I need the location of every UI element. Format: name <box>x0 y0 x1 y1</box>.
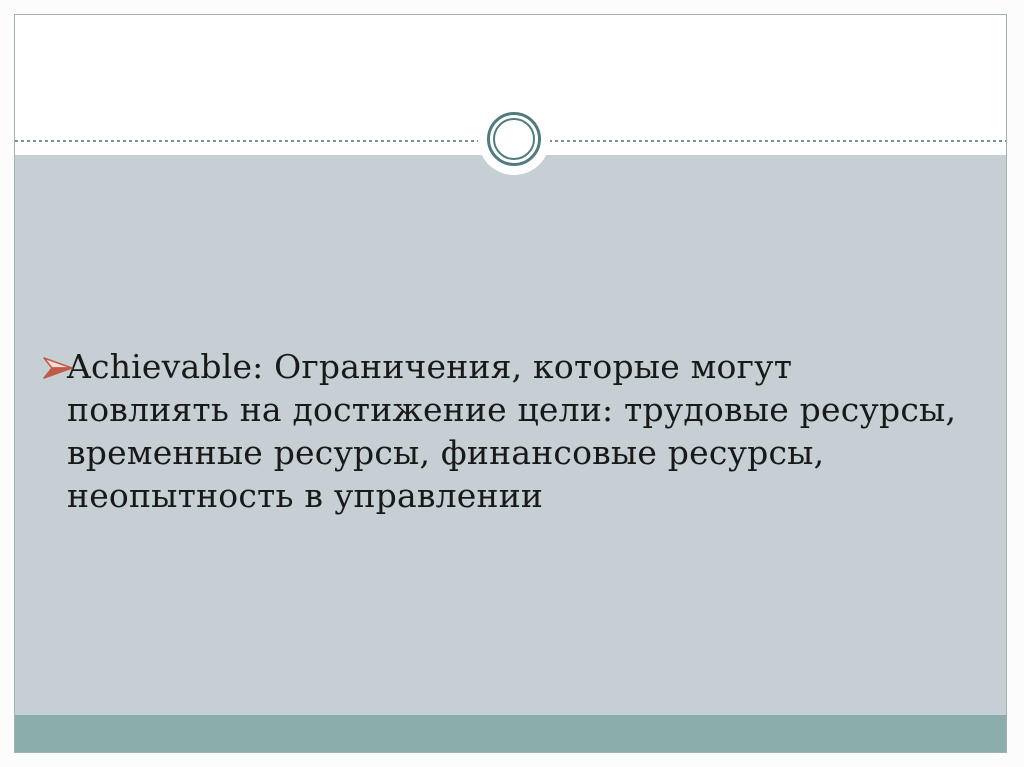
bullet-line-3: временные ресурсы, финансовые ресурсы, <box>67 433 825 472</box>
bullet-arrow-icon <box>43 356 73 380</box>
bullet-text-block <box>67 345 973 517</box>
slide <box>14 14 1007 753</box>
circle-ornament <box>478 103 550 175</box>
title-area <box>15 15 1006 155</box>
bullet-line-4: неопытность в управлении <box>67 476 544 515</box>
bullet-line-2: повлиять на достижение цели: трудовые ресурсы, <box>67 390 957 429</box>
content-area <box>15 155 1006 715</box>
circle-ring-inner-icon <box>493 118 535 160</box>
footer-band <box>15 715 1006 752</box>
bullet-line-1: Achievable: Ограничения, которые могут <box>67 347 793 386</box>
circle-ring-outer-icon <box>487 112 541 166</box>
bullet-item <box>43 345 973 517</box>
